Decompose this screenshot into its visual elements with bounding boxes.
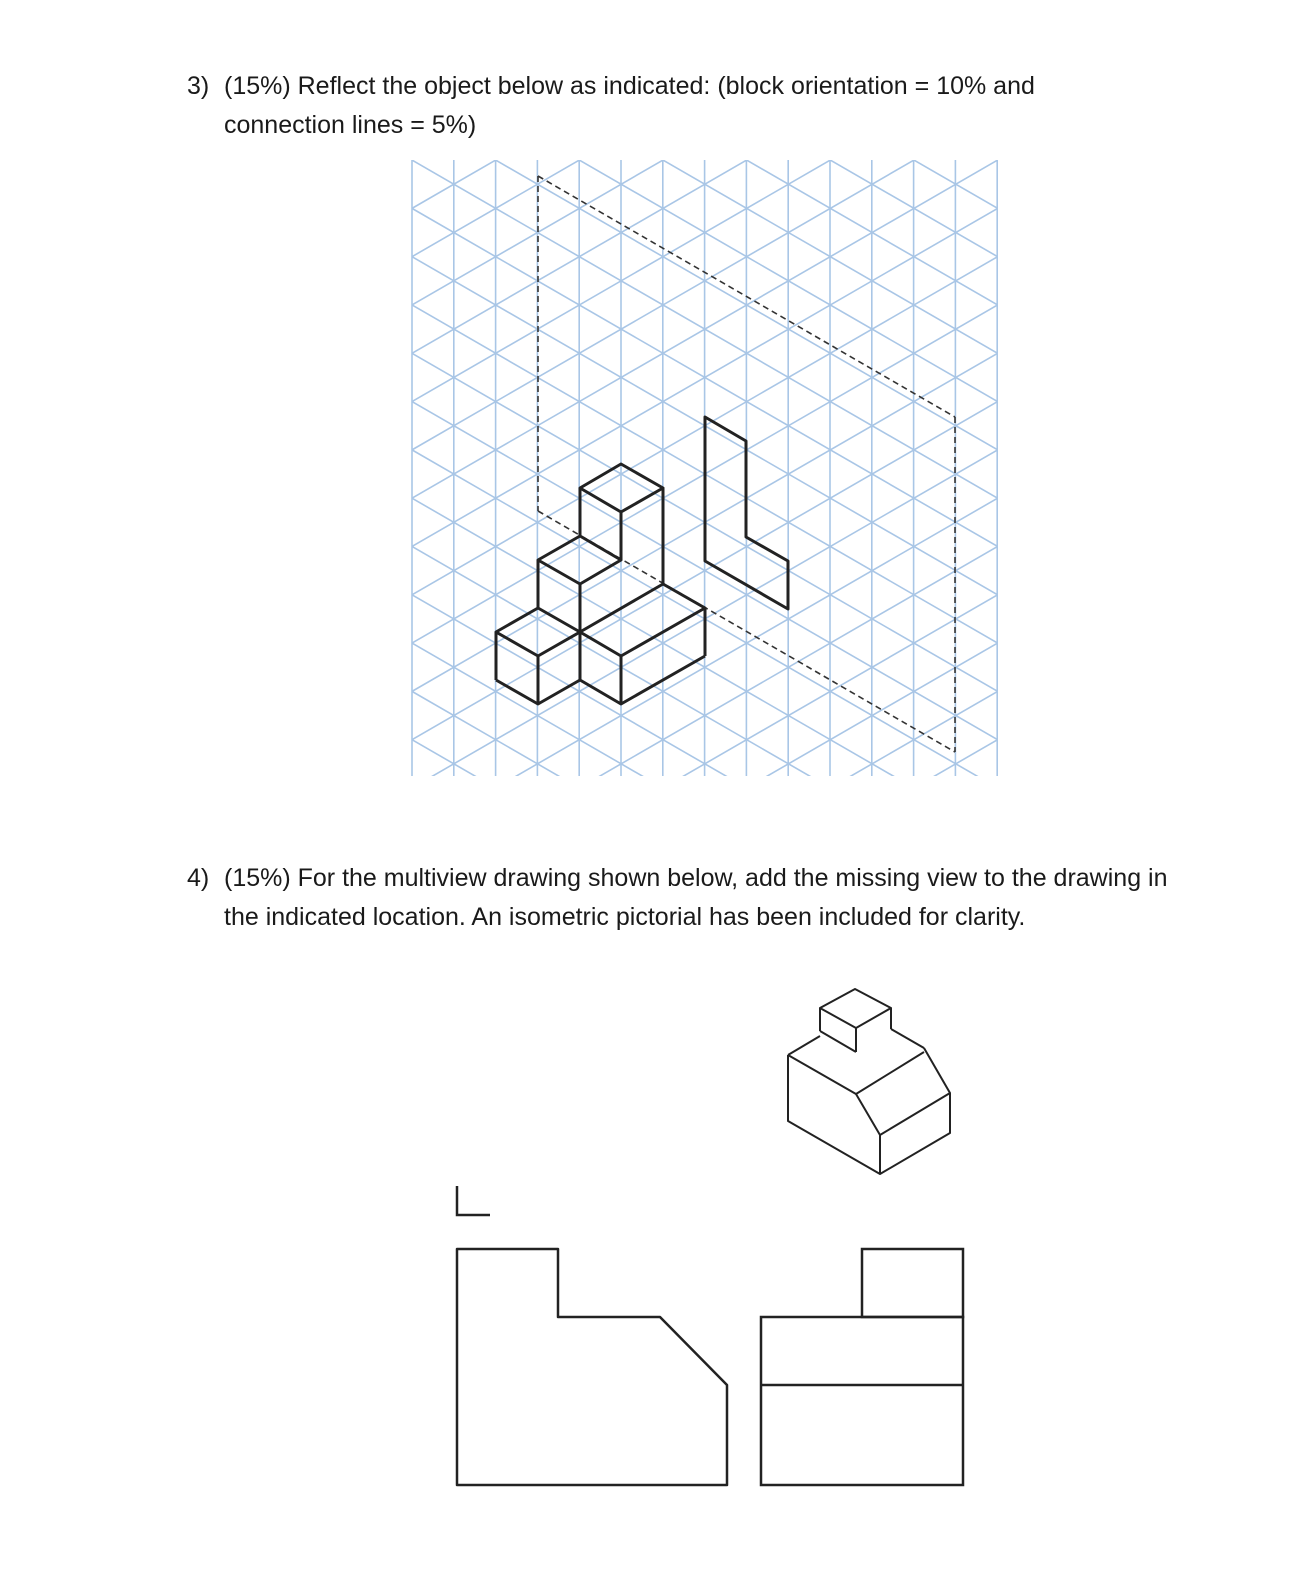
front-view <box>457 1249 727 1485</box>
side-view <box>761 1249 963 1485</box>
question-number: 3) <box>187 72 210 100</box>
isometric-grid <box>412 0 998 1464</box>
question-number: 4) <box>187 864 210 892</box>
question-text: (15%) Reflect the object below as indicated: (block orientation = 10% and connection lines = 5%) <box>224 72 1035 139</box>
question-text: (15%) For the multiview drawing shown below, add the missing view to the drawing in the indicated location. An isometric pictorial has been included for clarity. <box>224 864 1168 931</box>
view-location-marker <box>457 1186 490 1215</box>
isometric-pictorial <box>788 989 950 1174</box>
block-object <box>496 417 788 704</box>
